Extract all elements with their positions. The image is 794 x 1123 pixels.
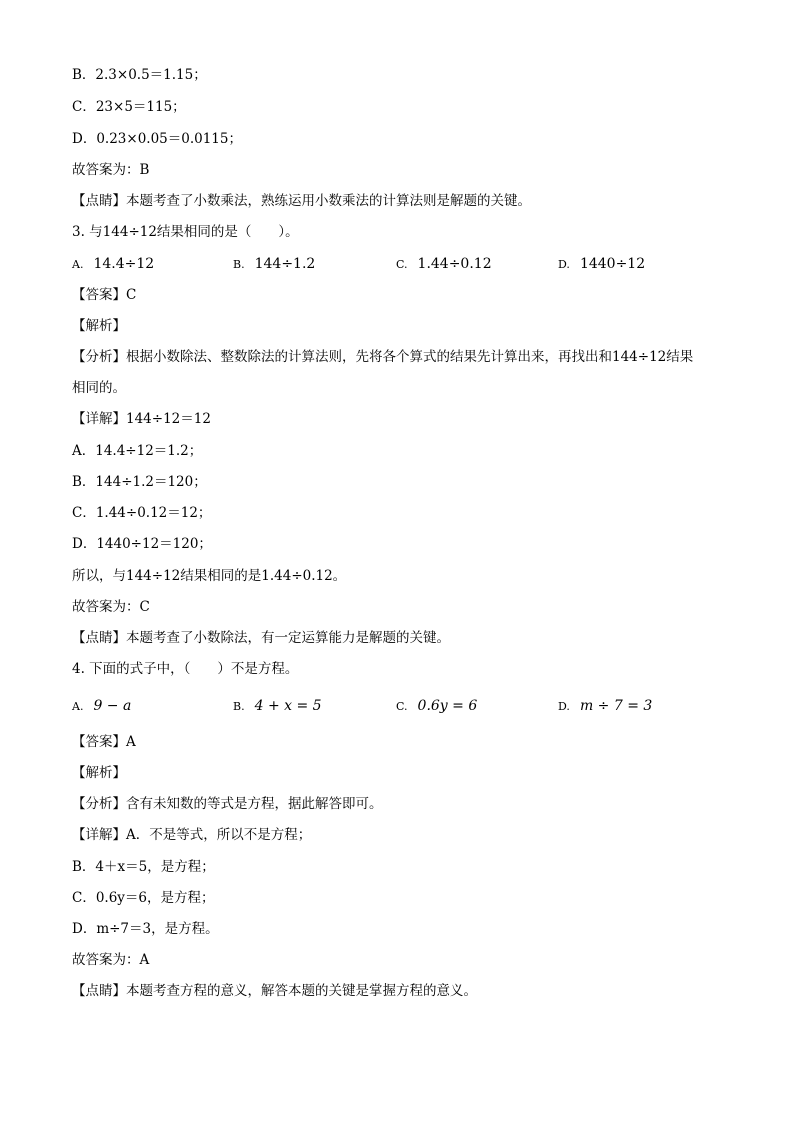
q3-option-c	[396, 254, 492, 275]
q4-question: 4. 下面的式子中，（ ）不是方程。	[72, 661, 299, 677]
q4-detail: 【详解】A．不是等式，所以不是方程；	[72, 827, 312, 843]
q4-detail-b: B．4＋x＝5，是方程；	[72, 859, 215, 875]
q4-option-b	[233, 696, 322, 717]
option-expression: 1.44÷0.12	[417, 256, 492, 272]
q4-comment: 【点睛】本题考查方程的意义，解答本题的关键是掌握方程的意义。	[72, 983, 477, 999]
q3-analysis-heading: 【解析】	[72, 318, 126, 334]
option-expression: 14.4÷12	[93, 256, 155, 272]
option-expression: 1440÷12	[579, 256, 646, 272]
option-expression: m ÷ 7 = 3	[579, 698, 653, 714]
option-expression: 4 + x = 5	[254, 698, 322, 714]
q4-option-c	[396, 696, 477, 717]
q3-comment: 【点睛】本题考查了小数除法，有一定运算能力是解题的关键。	[72, 630, 450, 646]
q2-option-d-solution: D．0.23×0.05＝0.0115；	[72, 131, 242, 147]
q4-option-a	[72, 696, 131, 717]
q3-options	[72, 254, 732, 274]
q2-option-b-solution: B．2.3×0.5＝1.15；	[72, 67, 207, 83]
option-label: D.	[558, 700, 570, 713]
q4-answer-conclusion: 故答案为：A	[72, 952, 150, 968]
option-label: D.	[558, 258, 570, 271]
q3-analysis-line-1: 【分析】根据小数除法、整数除法的计算法则，先将各个算式的结果先计算出来，再找出和144÷12结果	[72, 349, 694, 365]
q2-option-c-solution: C．23×5＝115；	[72, 99, 186, 115]
q4-options	[72, 696, 732, 716]
option-label: B.	[233, 258, 245, 271]
q4-analysis-heading: 【解析】	[72, 765, 126, 781]
option-expression: 9 − a	[93, 698, 132, 714]
q4-detail-c: C．0.6y＝6，是方程；	[72, 890, 215, 906]
option-expression: 0.6y = 6	[417, 698, 478, 714]
q3-option-b	[233, 254, 315, 275]
option-label: A.	[72, 258, 84, 271]
q3-detail-b: B．144÷1.2＝120；	[72, 474, 207, 490]
option-label: C.	[396, 258, 408, 271]
q3-answer-conclusion: 故答案为：C	[72, 599, 150, 615]
q3-detail-a: A．14.4÷12＝1.2；	[72, 443, 203, 459]
q3-detail-d: D．1440÷12＝120；	[72, 536, 212, 552]
q3-option-d	[558, 254, 645, 275]
q3-conclusion: 所以，与144÷12结果相同的是1.44÷0.12。	[72, 568, 347, 584]
q3-analysis-line-2: 相同的。	[72, 380, 126, 396]
q4-answer: 【答案】A	[72, 734, 136, 750]
q4-detail-d: D．m÷7＝3，是方程。	[72, 921, 219, 937]
q3-option-a	[72, 254, 154, 275]
option-label: A.	[72, 700, 84, 713]
q3-detail: 【详解】144÷12＝12	[72, 411, 211, 427]
q3-detail-c: C．1.44÷0.12＝12；	[72, 505, 212, 521]
q3-answer: 【答案】C	[72, 287, 137, 303]
option-label: B.	[233, 700, 245, 713]
q2-answer-conclusion: 故答案为：B	[72, 162, 150, 178]
q2-comment: 【点睛】本题考查了小数乘法，熟练运用小数乘法的计算法则是解题的关键。	[72, 193, 531, 209]
option-label: C.	[396, 700, 408, 713]
option-expression: 144÷1.2	[254, 256, 316, 272]
q4-analysis: 【分析】含有未知数的等式是方程，据此解答即可。	[72, 796, 383, 812]
q4-option-d	[558, 696, 652, 717]
q3-question: 3. 与144÷12结果相同的是（ ）。	[72, 224, 299, 240]
